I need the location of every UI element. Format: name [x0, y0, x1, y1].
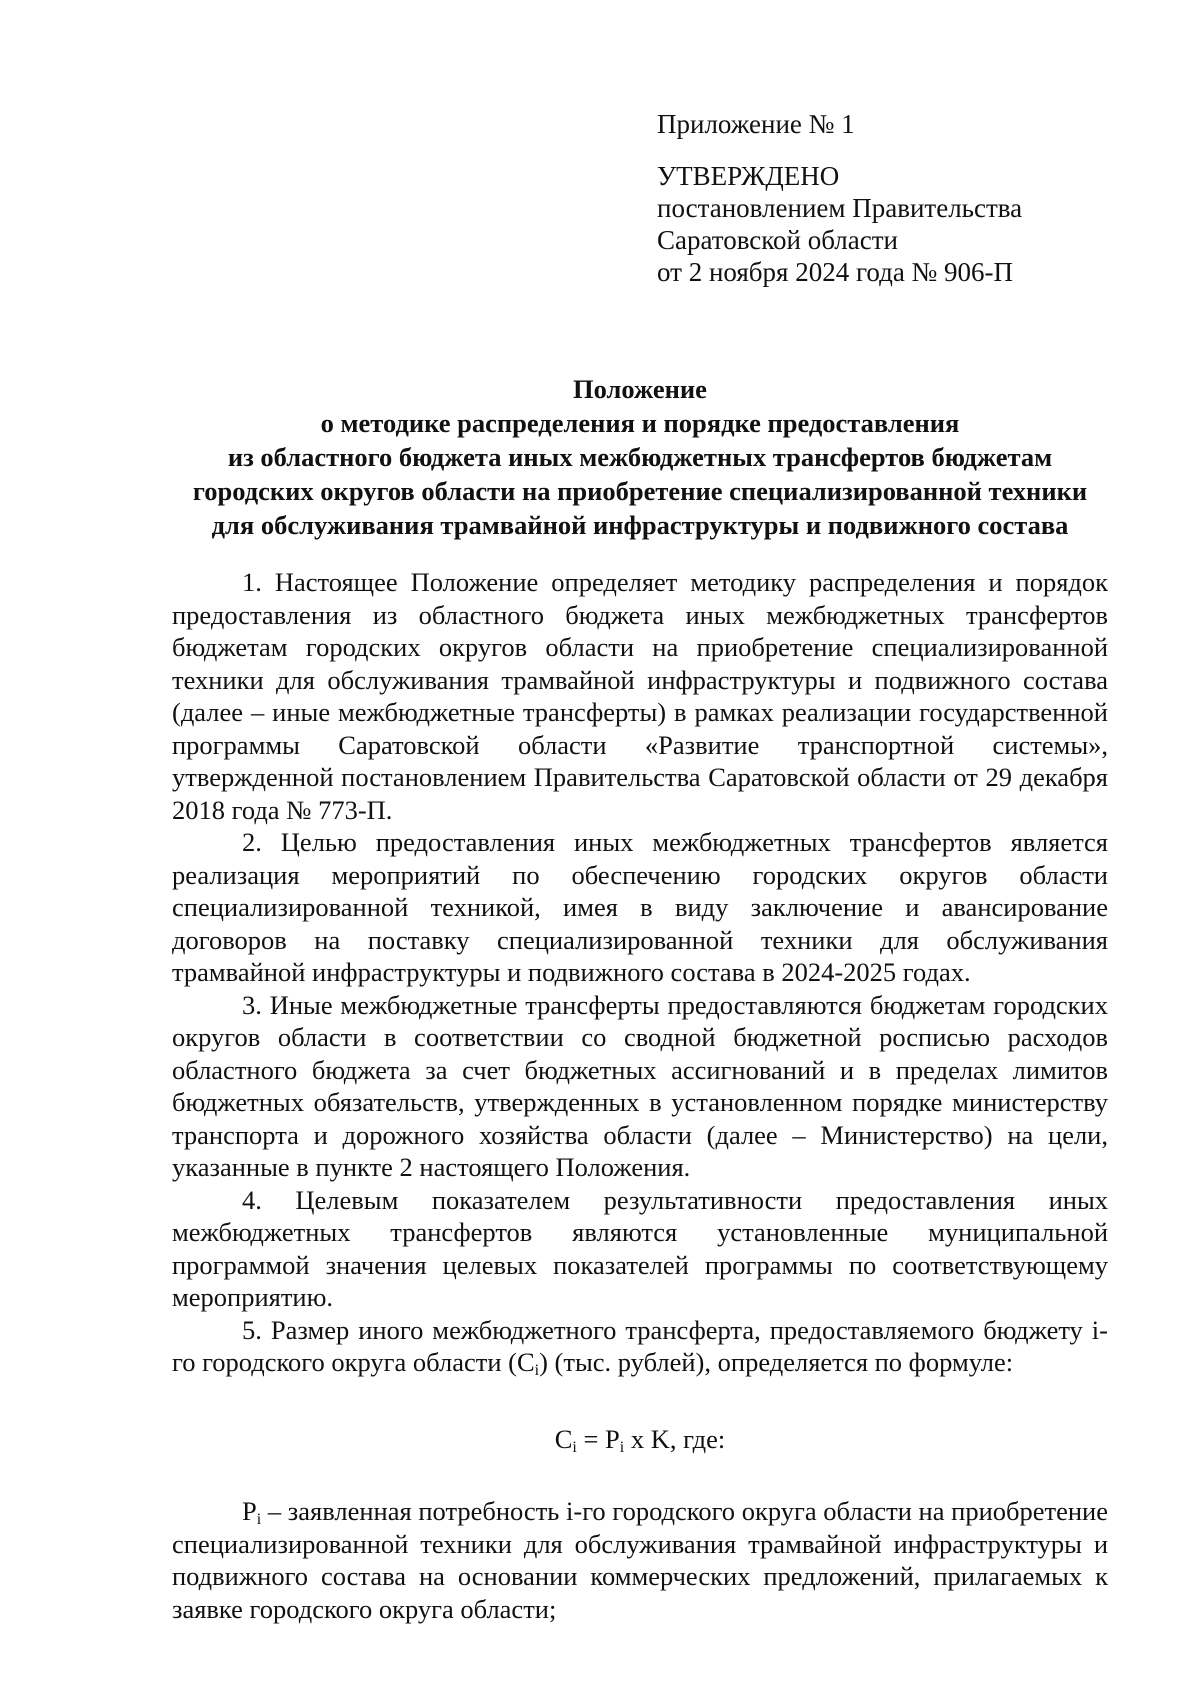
approval-block — [657, 108, 1022, 288]
title-line-3: из областного бюджета иных межбюджетных трансфертов бюджетам — [227, 442, 1053, 472]
definition-subscript: i — [256, 1511, 262, 1528]
paragraph-5-start: 5. Размер иного межбюджетного трансферта, предоставляемого бюджету i-го городского округа области (C — [172, 1314, 1108, 1377]
document-title — [160, 372, 1120, 542]
title-line-4: городских округов области на приобретение специализированной техники — [192, 476, 1088, 506]
paragraph-2: 2. Целью предоставления иных межбюджетных трансфертов является реализация мероприятий по обеспечению городских округов области специализированной техникой, имея в виду заключение и авансирование договоров на поставку специализированной техники для обслуживания трамвайной инфраструктуры и подвижного состава в 2024-2025 годах. — [172, 827, 1108, 987]
formula-eq: = P — [576, 1423, 620, 1454]
approval-line-3: от 2 ноября 2024 года № 906-П — [657, 257, 1014, 287]
definition-symbol: P — [242, 1496, 257, 1526]
document-body — [172, 566, 1108, 1625]
title-line-1: Положение — [573, 374, 707, 404]
formula-c-subscript: i — [572, 1438, 577, 1456]
appendix-label: Приложение № 1 — [657, 109, 855, 139]
paragraph-4: 4. Целевым показателем результативности предоставления иных межбюджетных трансфертов являются установленные муниципальной программой значения целевых показателей программы по соответствующему мероприятию. — [172, 1184, 1108, 1312]
title-line-2: о методике распределения и порядке предоставления — [320, 408, 960, 438]
approved-label: УТВЕРЖДЕНО — [657, 161, 840, 191]
definition-text: – заявленная потребность i-го городского округа области на приобретение специализированной техники для обслуживания трамвайной инфраструктуры и подвижного состава на основании коммерческих предложений, прилагаемых к заявке городского округа области; — [172, 1496, 1108, 1624]
formula-c: C — [554, 1423, 573, 1454]
formula — [172, 1423, 1108, 1456]
paragraph-5-end: ) (тыс. рублей), определяется по формуле: — [539, 1347, 1014, 1377]
approval-line-2: Саратовской области — [657, 225, 898, 255]
approval-line-1: постановлением Правительства — [657, 193, 1023, 223]
paragraph-1: 1. Настоящее Положение определяет методику распределения и порядок предоставления из областного бюджета иных межбюджетных трансфертов бюджетам городских округов области на приобретение специализированной техники для обслуживания трамвайной инфраструктуры и подвижного состава (далее – иные межбюджетные трансферты) в рамках реализации государственной программы Саратовской области «Развитие транспортной системы», утвержденной постановлением Правительства Саратовской области от 29 декабря 2018 года № 773-П. — [172, 567, 1108, 825]
definition-p — [172, 1495, 1108, 1625]
paragraph-3: 3. Иные межбюджетные трансферты предоставляются бюджетам городских округов области в соответствии со сводной бюджетной росписью расходов областного бюджета за счет бюджетных ассигнований и в пределах лимитов бюджетных обязательств, утвержденных в установленном порядке министерству транспорта и дорожного хозяйства области (далее – Министерство) на цели, указанные в пункте 2 настоящего Положения. — [172, 989, 1108, 1182]
paragraph-5-subscript: i — [534, 1362, 540, 1379]
formula-rest: x K, где: — [624, 1423, 726, 1454]
formula-p-subscript: i — [619, 1438, 625, 1456]
paragraph-5 — [172, 1314, 1108, 1379]
title-line-5: для обслуживания трамвайной инфраструктуры и подвижного состава — [211, 510, 1069, 540]
